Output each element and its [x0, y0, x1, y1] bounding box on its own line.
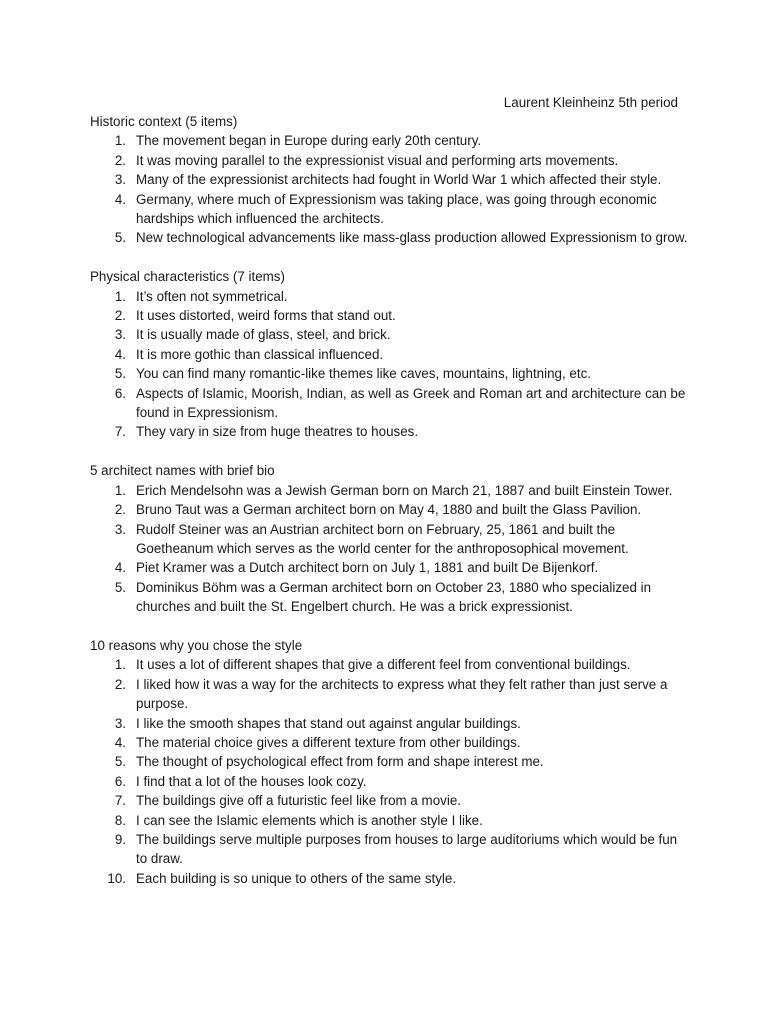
- item-number: 6.: [114, 385, 126, 401]
- item-number: 4.: [114, 346, 126, 362]
- list-item: [90, 287, 690, 306]
- section-physical-characteristics: [90, 267, 690, 442]
- list-item: [90, 772, 690, 791]
- item-text: It is usually made of glass, steel, and brick.: [136, 327, 391, 343]
- item-number: 2.: [114, 152, 126, 168]
- item-text: I liked how it was a way for the architects to express what they felt rather than just serve a purpose.: [136, 676, 668, 712]
- list-item: [90, 481, 690, 500]
- item-number: 6.: [114, 773, 126, 789]
- item-number: 9.: [114, 831, 126, 847]
- item-list: [90, 655, 690, 888]
- document-body: [90, 112, 690, 908]
- item-text: The thought of psychological effect from form and shape interest me.: [136, 754, 544, 770]
- item-text: I find that a lot of the houses look cozy.: [136, 773, 367, 789]
- section-heading: 10 reasons why you chose the style: [90, 637, 303, 653]
- item-text: It’s often not symmetrical.: [136, 288, 288, 304]
- item-number: 3.: [114, 327, 126, 343]
- item-number: 2.: [114, 676, 126, 692]
- item-text: It is more gothic than classical influenced.: [136, 346, 384, 362]
- item-text: Each building is so unique to others of the same style.: [136, 870, 457, 886]
- item-text: Many of the expressionist architects had fought in World War 1 which affected their style.: [136, 172, 662, 188]
- item-text: I can see the Islamic elements which is another style I like.: [136, 812, 483, 828]
- item-number: 4.: [114, 734, 126, 750]
- item-text: Germany, where much of Expressionism was taking place, was going through economic hardships which influenced the architects.: [136, 191, 657, 227]
- list-item: [90, 228, 690, 247]
- item-number: 7.: [114, 793, 126, 809]
- item-number: 3.: [114, 521, 126, 537]
- item-text: They vary in size from huge theatres to houses.: [136, 424, 419, 440]
- section-heading: Physical characteristics (7 items): [90, 269, 285, 285]
- list-item: [90, 578, 690, 617]
- item-number: 1.: [114, 133, 126, 149]
- list-item: [90, 655, 690, 674]
- list-item: [90, 190, 690, 229]
- list-item: [90, 384, 690, 423]
- list-item: [90, 364, 690, 383]
- list-item: [90, 869, 690, 888]
- item-text: Erich Mendelsohn was a Jewish German born on March 21, 1887 and built Einstein Tower.: [136, 482, 673, 498]
- item-number: 2.: [114, 502, 126, 518]
- list-item: [90, 520, 690, 559]
- item-text: Rudolf Steiner was an Austrian architect born on February, 25, 1861 and built the Goetheanum which serves as the world center for the anthroposophical movement.: [136, 521, 629, 556]
- item-text: I like the smooth shapes that stand out against angular buildings.: [136, 715, 521, 731]
- item-text: You can find many romantic-like themes like caves, mountains, lightning, etc.: [136, 366, 592, 382]
- item-text: Piet Kramer was a Dutch architect born on July 1, 1881 and built De Bijenkorf.: [136, 560, 599, 576]
- section-historic-context: [90, 112, 690, 248]
- list-item: [90, 558, 690, 577]
- author-line: Laurent Kleinheinz 5th period: [503, 95, 678, 110]
- item-number: 3.: [114, 172, 126, 188]
- section-heading: Historic context (5 items): [90, 114, 238, 129]
- list-item: [90, 500, 690, 519]
- item-list: [90, 287, 690, 442]
- item-text: Bruno Taut was a German architect born on May 4, 1880 and built the Glass Pavilion.: [136, 502, 642, 518]
- item-list: [90, 481, 690, 617]
- item-text: It was moving parallel to the expressionist visual and performing arts movements.: [136, 152, 619, 168]
- item-number: 4.: [114, 191, 126, 207]
- item-number: 2.: [114, 308, 126, 324]
- item-text: New technological advancements like mass-glass production allowed Expressionism to grow.: [136, 230, 688, 246]
- item-text: It uses a lot of different shapes that give a different feel from conventional buildings.: [136, 657, 631, 673]
- item-list: [90, 131, 690, 247]
- list-item: [90, 170, 690, 189]
- list-item: [90, 675, 690, 714]
- list-item: [90, 811, 690, 830]
- item-number: 5.: [114, 230, 126, 246]
- item-text: The buildings give off a futuristic feel like from a movie.: [136, 793, 461, 809]
- item-number: 5.: [114, 754, 126, 770]
- list-item: [90, 325, 690, 344]
- list-item: [90, 131, 690, 150]
- list-item: [90, 151, 690, 170]
- list-item: [90, 733, 690, 752]
- section-heading: 5 architect names with brief bio: [90, 463, 275, 479]
- section-architects: [90, 461, 690, 616]
- item-number: 1.: [114, 657, 126, 673]
- list-item: [90, 345, 690, 364]
- item-number: 8.: [114, 812, 126, 828]
- item-number: 7.: [114, 424, 126, 440]
- item-number: 5.: [114, 366, 126, 382]
- section-reasons: [90, 636, 690, 888]
- item-text: It uses distorted, weird forms that stand out.: [136, 308, 396, 324]
- item-text: Aspects of Islamic, Moorish, Indian, as well as Greek and Roman art and architecture can be found in Expressionism.: [136, 385, 686, 421]
- item-text: The movement began in Europe during early 20th century.: [136, 133, 482, 149]
- item-number: 5.: [114, 579, 126, 595]
- item-number: 10.: [107, 870, 126, 886]
- item-number: 1.: [114, 482, 126, 498]
- item-number: 1.: [114, 288, 126, 304]
- list-item: [90, 422, 690, 441]
- item-number: 3.: [114, 715, 126, 731]
- item-text: The buildings serve multiple purposes from houses to large auditoriums which would be fun to draw.: [136, 831, 678, 867]
- item-number: 4.: [114, 560, 126, 576]
- list-item: [90, 752, 690, 771]
- list-item: [90, 791, 690, 810]
- item-text: Dominikus Böhm was a German architect born on October 23, 1880 who specialized in churches and built the St. Engelbert church. He was a brick expressionist.: [136, 579, 652, 615]
- list-item: [90, 306, 690, 325]
- list-item: [90, 714, 690, 733]
- item-text: The material choice gives a different texture from other buildings.: [136, 734, 521, 750]
- list-item: [90, 830, 690, 869]
